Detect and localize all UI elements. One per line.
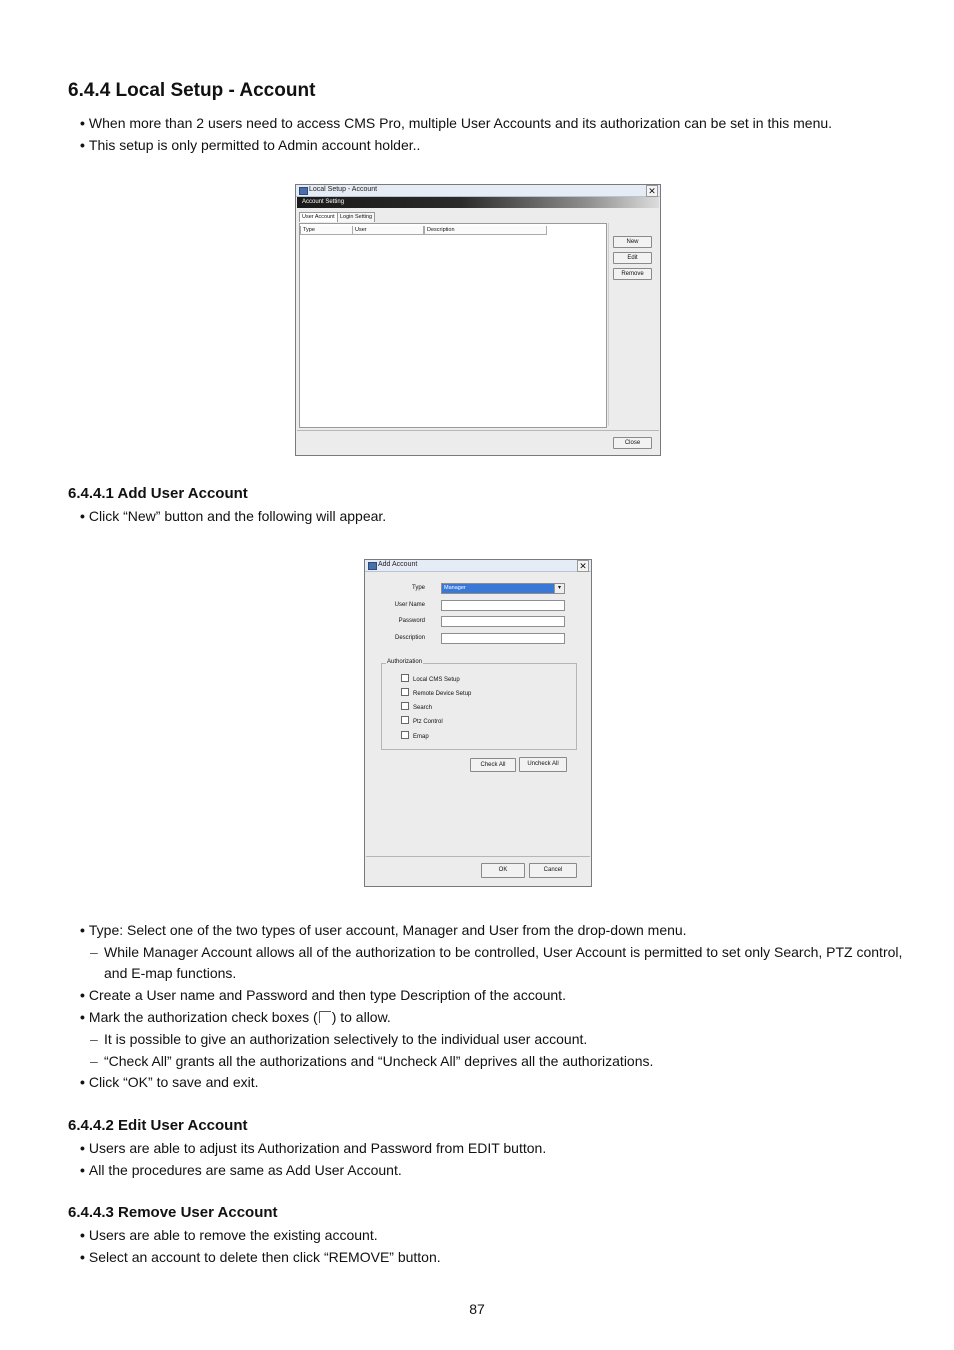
checkbox-icon[interactable]: [401, 674, 409, 682]
app-icon: [299, 187, 308, 195]
bullet-item: • Click “OK” to save and exit.: [80, 1074, 259, 1090]
ok-button[interactable]: OK: [481, 863, 525, 878]
checkbox-remote-device-setup[interactable]: [401, 688, 471, 696]
checkbox-label: Remote Device Setup: [413, 691, 472, 697]
bullet-item: • Mark the authorization check boxes ( ) to allow.: [80, 1009, 391, 1025]
password-label: Password: [398, 618, 425, 624]
remove-button[interactable]: Remove: [613, 268, 652, 280]
type-selected-value: Manager: [442, 584, 554, 593]
bullet-text: Click “New” button and the following will appear.: [88, 508, 387, 524]
dash-item: – While Manager Account allows all of the authorization to be controlled, User Account is permitted to set only Search, PTZ control,: [90, 944, 903, 960]
bullet-item: • Type: Select one of the two types of user account, Manager and User from the drop-down menu.: [80, 922, 687, 938]
window-title: Local Setup - Account: [309, 186, 378, 193]
bullet-item: • Click “New” button and the following will appear.: [80, 508, 387, 524]
bullet-text: Select an account to delete then click “REMOVE” button.: [88, 1249, 441, 1265]
checkbox-icon: [319, 1011, 331, 1023]
header-label: Account Setting: [302, 199, 345, 205]
authorization-label: Authorization: [387, 659, 423, 665]
window-title: Add Account: [378, 561, 418, 568]
column-header-description[interactable]: Description: [424, 226, 547, 235]
checkbox-local-cms-setup[interactable]: [401, 674, 460, 682]
account-setting-header: [297, 197, 659, 208]
window-titlebar: [296, 185, 660, 197]
bullet-text: ) to allow.: [331, 1009, 391, 1025]
username-input[interactable]: [441, 600, 565, 611]
bullet-item: • Create a User name and Password and then type Description of the account.: [80, 987, 566, 1003]
uncheck-all-button[interactable]: Uncheck All: [519, 757, 567, 772]
bullet-text: Create a User name and Password and then type Description of the account.: [88, 987, 566, 1003]
dash-text: “Check All” grants all the authorizations and “Uncheck All” deprives all the authorizations.: [104, 1053, 654, 1069]
bullet-item: • When more than 2 users need to access CMS Pro, multiple User Accounts and its authorization can be set in this menu.: [80, 115, 833, 131]
dash-item: – “Check All” grants all the authorizations and “Uncheck All” deprives all the authorizations.: [90, 1053, 654, 1069]
local-setup-account-window: [295, 184, 661, 456]
action-panel: [608, 223, 658, 426]
divider: [366, 856, 590, 857]
checkbox-icon[interactable]: [401, 716, 409, 724]
checkbox-emap[interactable]: [401, 731, 429, 739]
chevron-down-icon[interactable]: ▾: [554, 584, 564, 593]
bullet-text: All the procedures are same as Add User Account.: [88, 1162, 402, 1178]
checkbox-ptz-control[interactable]: [401, 716, 443, 724]
checkbox-label: Search: [413, 705, 433, 711]
bullet-item: • All the procedures are same as Add User Account.: [80, 1162, 402, 1178]
bullet-text: Users are able to remove the existing account.: [88, 1227, 378, 1243]
cancel-button[interactable]: Cancel: [529, 863, 577, 878]
bullet-item: • Users are able to remove the existing account.: [80, 1227, 378, 1243]
dash-continuation: and E-map functions.: [104, 965, 237, 981]
bullet-text: Click “OK” to save and exit.: [88, 1074, 259, 1090]
add-account-dialog: [364, 559, 592, 887]
bullet-item: • Users are able to adjust its Authorization and Password from EDIT button.: [80, 1140, 547, 1156]
subsection-title-remove: 6.4.4.3 Remove User Account: [68, 1204, 278, 1221]
bullet-item: • This setup is only permitted to Admin account holder..: [80, 137, 421, 153]
checkbox-label: Emap: [413, 734, 429, 740]
close-icon[interactable]: ✕: [577, 560, 589, 572]
authorization-group: [381, 659, 577, 750]
divider: [297, 430, 659, 431]
bullet-text: Mark the authorization check boxes (: [88, 1009, 318, 1025]
column-header-user[interactable]: User: [352, 226, 424, 235]
bullet-text: When more than 2 users need to access CMS Pro, multiple User Accounts and its authorization can be set in this menu.: [88, 115, 833, 131]
type-select[interactable]: [441, 583, 565, 594]
checkbox-search[interactable]: [401, 702, 432, 710]
type-label: Type: [411, 585, 425, 591]
tab-user-account[interactable]: User Account: [299, 212, 338, 222]
page-number: 87: [469, 1301, 485, 1317]
dash-item: – It is possible to give an authorization selectively to the individual user account.: [90, 1031, 588, 1047]
column-header-type[interactable]: Type: [300, 226, 353, 235]
app-icon: [368, 562, 377, 570]
tab-login-setting[interactable]: Login Setting: [337, 212, 375, 222]
bullet-text: Type: Select one of the two types of user account, Manager and User from the drop-down menu.: [88, 922, 687, 938]
window-titlebar: [365, 560, 591, 572]
bullet-text: This setup is only permitted to Admin account holder..: [88, 137, 421, 153]
subsection-title-edit: 6.4.4.2 Edit User Account: [68, 1117, 248, 1134]
description-label: Description: [394, 635, 425, 641]
checkbox-icon[interactable]: [401, 731, 409, 739]
account-list[interactable]: [299, 223, 607, 428]
checkbox-label: Local CMS Setup: [413, 677, 460, 683]
password-input[interactable]: [441, 616, 565, 627]
checkbox-icon[interactable]: [401, 702, 409, 710]
checkbox-icon[interactable]: [401, 688, 409, 696]
dash-text: While Manager Account allows all of the authorization to be controlled, User Account is permitted to set only Search, PTZ control,: [104, 944, 903, 960]
check-all-button[interactable]: Check All: [470, 758, 516, 772]
checkbox-label: Ptz Control: [413, 719, 443, 725]
username-label: User Name: [394, 602, 425, 608]
bullet-item: • Select an account to delete then click “REMOVE” button.: [80, 1249, 441, 1265]
close-icon[interactable]: ✕: [646, 185, 658, 197]
description-input[interactable]: [441, 633, 565, 644]
new-button[interactable]: New: [613, 236, 652, 248]
close-button[interactable]: Close: [613, 437, 652, 449]
section-title: 6.4.4 Local Setup - Account: [68, 80, 316, 101]
dash-text: It is possible to give an authorization selectively to the individual user account.: [104, 1031, 588, 1047]
bullet-text: Users are able to adjust its Authorization and Password from EDIT button.: [88, 1140, 547, 1156]
edit-button[interactable]: Edit: [613, 252, 652, 264]
subsection-title-add: 6.4.4.1 Add User Account: [68, 485, 248, 502]
